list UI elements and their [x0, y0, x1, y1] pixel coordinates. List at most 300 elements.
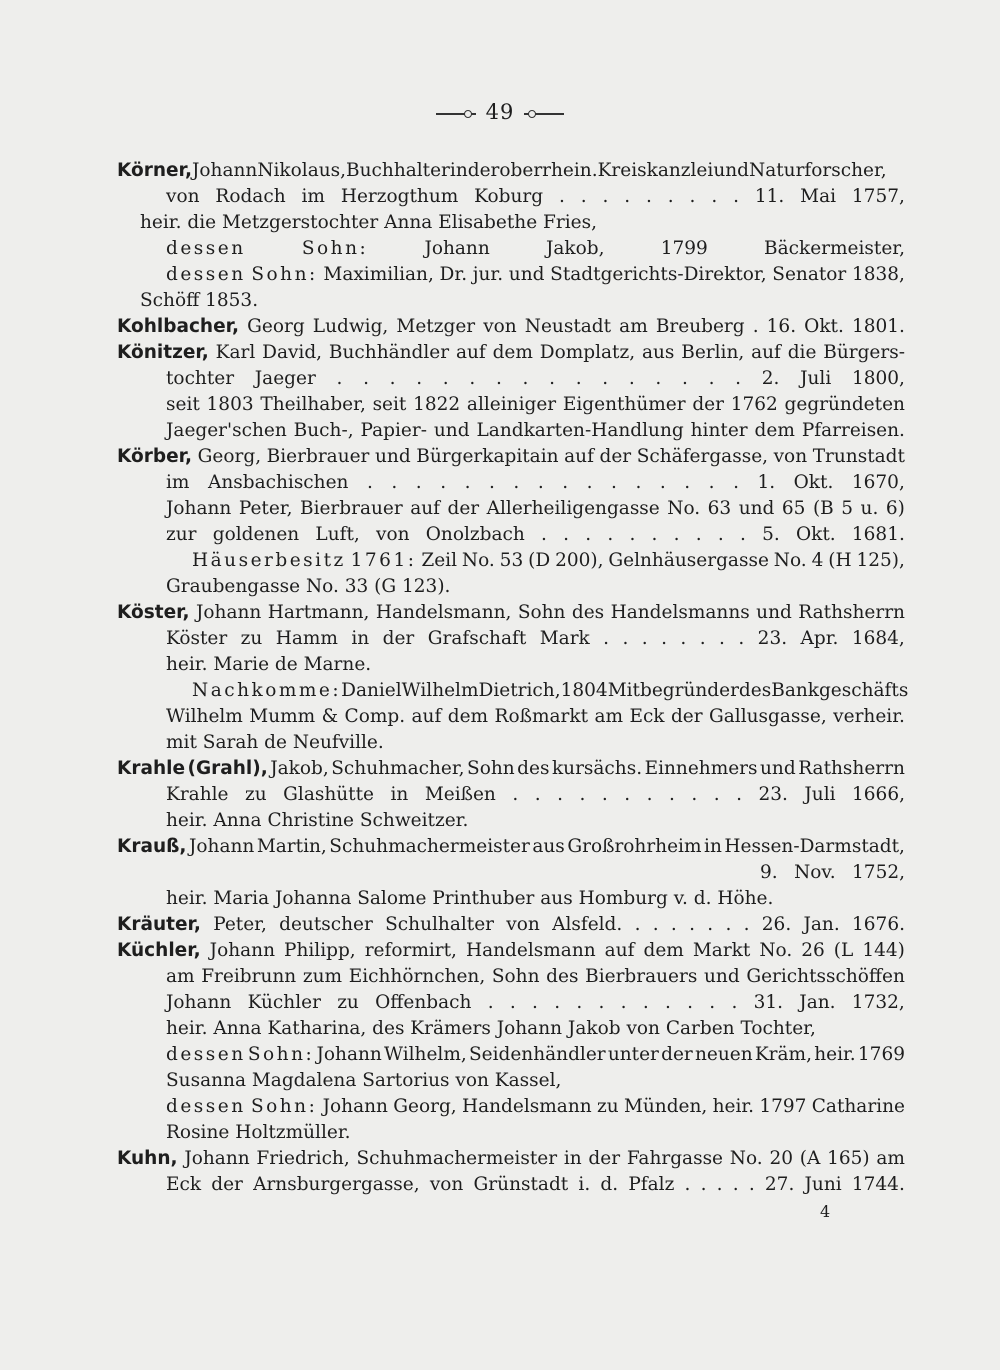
text-run: Rodach — [215, 186, 286, 207]
text-run: dem — [447, 706, 489, 727]
text-run: Wilhelm — [401, 680, 479, 701]
text-run: . — [440, 472, 447, 493]
text-run: d. — [600, 1174, 619, 1195]
spaced-label: dessen — [166, 238, 246, 259]
text-run: Karl — [215, 342, 256, 363]
text-line — [140, 288, 300, 314]
text-run: 1801. — [851, 316, 905, 337]
text-run: heir. Maria Johanna Salome Printhuber aus Homburg v. d. Höhe. — [166, 888, 774, 909]
text-run: . — [575, 368, 582, 389]
text-run: Papier- — [360, 420, 427, 441]
text-run: . — [670, 914, 677, 935]
entry-surname: Küchler, — [117, 940, 201, 961]
text-run: 1666, — [852, 784, 905, 805]
text-run: 26. — [761, 914, 792, 935]
text-line — [166, 418, 905, 444]
text-run: Buchhalter — [346, 160, 450, 181]
text-run: Schulhalter — [385, 914, 494, 935]
text-run: seit — [372, 394, 407, 415]
text-run: dem — [643, 940, 684, 961]
text-line — [117, 158, 887, 184]
text-run: 1803 — [206, 394, 254, 415]
text-run: 27. — [764, 1174, 795, 1195]
text-run: heir. — [712, 1096, 755, 1117]
text-line — [166, 1016, 815, 1042]
text-run: am — [619, 316, 648, 337]
text-run: . — [585, 524, 592, 545]
text-run: Kreiskanzlei — [597, 160, 714, 181]
text-run: Jakob, — [545, 238, 605, 259]
text-run: . — [699, 628, 706, 649]
text-line — [140, 210, 640, 236]
text-line — [117, 834, 905, 860]
text-line — [192, 678, 909, 704]
text-run: . — [416, 368, 423, 389]
spaced-label: Nachkomme: — [192, 680, 342, 701]
text-run: Juli — [800, 368, 832, 389]
text-run: Trunstadt — [812, 446, 905, 467]
text-run: . — [512, 784, 519, 805]
text-run: in — [704, 836, 722, 857]
text-run: Landkarten-Handlung — [476, 420, 684, 441]
text-run: Hamm — [275, 628, 338, 649]
text-run: . — [620, 992, 627, 1013]
text-line — [117, 444, 905, 470]
text-run: . — [642, 992, 649, 1013]
text-run: am — [594, 706, 624, 727]
text-run: in — [563, 1148, 582, 1169]
entry-surname: Krahle — [117, 758, 186, 779]
text-run: Sohn — [467, 758, 515, 779]
text-run: Wilhelm — [166, 706, 243, 727]
text-run: . — [655, 368, 662, 389]
signature-mark: 4 — [820, 1202, 831, 1221]
text-run: zu — [337, 992, 359, 1013]
text-run: Johann — [184, 1148, 250, 1169]
text-run: . — [415, 472, 422, 493]
text-run: . — [628, 368, 635, 389]
text-run: . — [717, 524, 724, 545]
text-run: 1684, — [851, 628, 905, 649]
text-run: Kräm, — [754, 1044, 812, 1065]
text-run: . — [713, 784, 720, 805]
text-run: 1804 — [560, 680, 608, 701]
text-run: Gelnhäusergasse — [608, 550, 769, 571]
text-run: Rosine Holtzmüller. — [166, 1122, 351, 1143]
text-line — [166, 964, 905, 990]
text-run: . — [700, 1174, 707, 1195]
text-run: Alsfeld. — [552, 914, 623, 935]
text-run: Georg, — [197, 446, 262, 467]
text-run: No. — [759, 940, 793, 961]
text-run: 1757, — [851, 186, 905, 207]
text-line — [166, 366, 905, 392]
text-run: . — [673, 524, 680, 545]
text-run: von — [483, 316, 517, 337]
text-run: . — [513, 472, 520, 493]
text-run: . — [646, 186, 652, 207]
text-run: Buchhändler — [328, 342, 450, 363]
text-run: . — [532, 992, 538, 1013]
text-run: Mitbegründer — [607, 680, 739, 701]
text-run: Hartmann, — [267, 602, 370, 623]
text-run: auf — [604, 940, 635, 961]
text-run: Rathsherrn — [798, 758, 905, 779]
text-run: 1744. — [851, 1174, 905, 1195]
text-run: . — [541, 524, 547, 545]
text-run: 1732, — [851, 992, 905, 1013]
text-run: Mai — [800, 186, 837, 207]
text-run: in — [390, 784, 409, 805]
text-run: . — [603, 628, 610, 649]
text-line — [117, 912, 905, 938]
text-run: von — [166, 186, 200, 207]
text-run: und — [703, 966, 740, 987]
text-run: 1822 — [413, 394, 461, 415]
text-run: . — [562, 472, 569, 493]
text-run: Schuhmachermeister — [329, 836, 530, 857]
entry-surname: Kräuter, — [117, 914, 201, 935]
spaced-label: dessen — [166, 1096, 246, 1117]
text-run: . — [634, 914, 641, 935]
text-run: reformirt, — [364, 940, 457, 961]
text-run: . — [652, 914, 659, 935]
text-line — [117, 938, 905, 964]
text-run: zur — [166, 524, 197, 545]
text-run: Luft, — [315, 524, 360, 545]
text-run: Markt — [692, 940, 751, 961]
text-run: Küchler — [247, 992, 321, 1013]
text-run: Handelsmann — [461, 1096, 592, 1117]
text-run: 1681. — [851, 524, 905, 545]
text-run: . — [624, 186, 631, 207]
text-run: Mumm — [249, 706, 316, 727]
text-run: Johann — [424, 238, 490, 259]
text-run: Roßmarkt — [494, 706, 589, 727]
text-line — [117, 600, 905, 626]
text-run: . — [641, 628, 648, 649]
text-run: Bierbrauer — [299, 498, 403, 519]
text-run: Schuhmachermeister — [356, 1148, 558, 1169]
ornament-right-icon — [524, 113, 564, 115]
spaced-label: Sohn: — [250, 1096, 318, 1117]
text-run: (L — [833, 940, 854, 961]
text-run: seit — [166, 394, 200, 415]
text-run: Rathsherrn — [798, 602, 905, 623]
text-line — [166, 652, 380, 678]
text-run: zu — [244, 784, 267, 805]
text-line — [166, 1094, 905, 1120]
text-run: Eichhörnchen, — [348, 966, 486, 987]
text-run: auf — [410, 498, 440, 519]
spaced-label: Sohn: — [251, 264, 318, 285]
text-run: . — [624, 784, 631, 805]
text-run: heir. die Metzgerstochter Anna Elisabethe Fries, — [140, 212, 597, 233]
text-run: 6) — [885, 498, 905, 519]
text-run: hinter — [690, 420, 748, 441]
text-run: . — [725, 914, 732, 935]
text-run: . — [549, 368, 555, 389]
text-run: Johann — [192, 160, 258, 181]
text-run: Johann — [188, 836, 255, 857]
text-run: 1797 — [759, 1096, 807, 1117]
text-run: 1762 — [730, 394, 778, 415]
text-run: Comp. — [344, 706, 406, 727]
text-run: 16. — [766, 316, 797, 337]
text-run: und — [433, 420, 470, 441]
text-run: 23. — [757, 628, 788, 649]
text-line — [166, 392, 905, 418]
text-run: Eck — [166, 1174, 202, 1195]
text-run: . — [489, 472, 495, 493]
text-run: . — [733, 186, 739, 207]
text-run: der — [447, 498, 480, 519]
text-run: des — [738, 680, 772, 701]
text-run: Graubengasse No. 33 (G 123). — [166, 576, 451, 597]
text-run: . — [537, 472, 544, 493]
text-run: oberrhein. — [499, 160, 598, 181]
text-run: Georg, — [393, 1096, 457, 1117]
text-run: deutscher — [279, 914, 373, 935]
ornament-left-icon — [436, 113, 476, 115]
text-run: . — [711, 186, 718, 207]
text-run: Johann — [322, 1096, 388, 1117]
text-line — [166, 990, 905, 1016]
text-run: Freibrunn — [201, 966, 297, 987]
text-run: Münden, — [623, 1096, 708, 1117]
text-run: . — [580, 186, 587, 207]
text-line — [166, 184, 905, 210]
text-run: Eigenthümer — [562, 394, 686, 415]
text-run: 125), — [856, 550, 905, 571]
text-run: Eck — [629, 706, 665, 727]
text-run: der — [692, 394, 724, 415]
spaced-label: Häuserbesitz — [192, 550, 346, 571]
text-run: . — [534, 784, 541, 805]
text-run: 1676. — [852, 914, 905, 935]
text-run: der — [588, 1148, 621, 1169]
text-line — [166, 782, 905, 808]
text-run: . — [629, 524, 636, 545]
text-run: unter — [607, 1044, 659, 1065]
text-run: . — [659, 472, 666, 493]
text-run: . — [336, 368, 343, 389]
text-run: neuen — [694, 1044, 753, 1065]
text-run: der — [670, 706, 703, 727]
text-run: des — [546, 966, 579, 987]
text-run: Jakob, — [270, 758, 329, 779]
text-run: Sohn — [491, 966, 540, 987]
text-run: . — [748, 1174, 755, 1195]
text-run: 11. — [754, 186, 785, 207]
text-run: Okt. — [795, 524, 836, 545]
text-run: Pfalz — [628, 1174, 675, 1195]
text-run: Krahle — [166, 784, 229, 805]
text-run: . — [586, 472, 593, 493]
text-run: Bürgerkapitain — [416, 446, 559, 467]
text-run: aus — [532, 836, 565, 857]
text-run: Georg — [247, 316, 305, 337]
text-line — [117, 756, 905, 782]
text-run: dem — [492, 342, 533, 363]
text-run: Jaeger — [254, 368, 316, 389]
text-run: Okt. — [804, 316, 844, 337]
text-run: . — [601, 784, 608, 805]
text-run: Onolzbach — [425, 524, 525, 545]
text-run: . — [738, 628, 745, 649]
text-run: 1800, — [851, 368, 905, 389]
text-run: und — [374, 446, 411, 467]
text-run: goldenen — [212, 524, 300, 545]
text-run: des — [517, 758, 550, 779]
text-run: auf — [751, 342, 781, 363]
text-run: Ludwig, — [312, 316, 389, 337]
text-run: . — [557, 784, 563, 805]
text-run: . — [363, 368, 369, 389]
text-run: und — [756, 602, 792, 623]
text-run: Einnehmers — [644, 758, 758, 779]
text-run: . — [469, 368, 476, 389]
text-run: Bürgers- — [823, 342, 905, 363]
text-line — [166, 1068, 560, 1094]
text-run: auf — [564, 446, 594, 467]
text-run: . — [602, 186, 609, 207]
text-run: Daniel — [341, 680, 402, 701]
text-run: . — [682, 368, 688, 389]
text-run: dem — [754, 420, 795, 441]
text-run: in — [351, 628, 370, 649]
text-run: Peter, — [238, 498, 293, 519]
text-run: . — [709, 992, 716, 1013]
text-run: gegründeten — [784, 394, 905, 415]
text-run: . — [522, 368, 529, 389]
text-run: . — [611, 472, 617, 493]
text-run: . — [391, 472, 398, 493]
text-line — [166, 496, 905, 522]
text-line — [166, 808, 469, 834]
text-line — [166, 522, 905, 548]
text-run: 53 — [499, 550, 524, 571]
text-run: Schöff 1853. — [140, 290, 259, 311]
text-run: . — [733, 472, 739, 493]
text-run: . — [752, 316, 759, 337]
text-run: der — [382, 628, 415, 649]
text-run: Herzogthum — [340, 186, 459, 207]
text-run: Dr. — [439, 264, 468, 285]
text-run: David, — [262, 342, 323, 363]
text-run: Apr. — [800, 628, 839, 649]
text-run: von — [506, 914, 540, 935]
text-run: . — [739, 524, 746, 545]
text-run: Koburg — [474, 186, 544, 207]
text-run: Theilhaber, — [260, 394, 366, 415]
spaced-label: Sohn: — [247, 1044, 315, 1065]
text-run: Nov. — [794, 862, 836, 883]
text-run: und — [508, 264, 545, 285]
text-run: (H — [828, 550, 852, 571]
text-run: 4 — [811, 550, 824, 571]
text-run: No. — [729, 1148, 763, 1169]
text-run: & — [321, 706, 339, 727]
text-run: Johann — [166, 992, 232, 1013]
text-run: von — [773, 446, 808, 467]
text-run: am — [166, 966, 195, 987]
text-run: 1799 — [660, 238, 708, 259]
text-run: Schuhmacher, — [331, 758, 465, 779]
text-run: . — [389, 368, 396, 389]
text-run: i. — [578, 1174, 591, 1195]
entry-surname: Köster, — [117, 602, 190, 623]
text-run: Bäckermeister, — [764, 238, 905, 259]
text-run: verheir. — [833, 706, 905, 727]
text-run: Jaeger'schen — [166, 420, 287, 441]
text-run: der — [211, 1174, 243, 1195]
text-run: Wilhelm, — [384, 1044, 467, 1065]
text-run: 1838, — [851, 264, 905, 285]
text-line — [166, 262, 905, 288]
text-run: No. — [461, 550, 495, 571]
text-run: Großrohrheim — [567, 836, 702, 857]
text-run: und — [760, 758, 796, 779]
text-run: heir. Anna Christine Schweitzer. — [166, 810, 469, 831]
text-run: Allerheiligengasse — [486, 498, 660, 519]
text-run: Handelsmanns — [610, 602, 750, 623]
text-run: Bankgeschäfts — [771, 680, 909, 701]
text-run: am — [876, 1148, 905, 1169]
text-run: 1769 — [857, 1044, 905, 1065]
text-run: (B — [812, 498, 834, 519]
text-run: 1. — [757, 472, 776, 493]
text-run: im — [301, 186, 325, 207]
text-run: . — [558, 186, 565, 207]
text-run: Peter, — [213, 914, 267, 935]
text-run: von — [376, 524, 410, 545]
text-line — [166, 1172, 905, 1198]
text-run: aus — [641, 342, 675, 363]
text-run: Nikolaus, — [257, 160, 347, 181]
text-run: . — [651, 524, 658, 545]
text-run: . — [689, 186, 696, 207]
text-run: in — [449, 160, 468, 181]
text-run: der — [599, 446, 632, 467]
text-run: . — [602, 368, 609, 389]
text-run: 63 — [707, 498, 732, 519]
text-run: Buch-, — [293, 420, 354, 441]
text-run: und — [738, 498, 775, 519]
text-run: Ansbachischen — [207, 472, 349, 493]
text-run: der — [467, 160, 500, 181]
text-run: Grünstadt — [473, 1174, 569, 1195]
text-run: Gallusgasse, — [709, 706, 827, 727]
text-run: Bierbrauer — [266, 446, 370, 467]
text-run: Arnsburgergasse, — [253, 1174, 420, 1195]
text-run: zum — [302, 966, 343, 987]
text-run: . — [661, 628, 667, 649]
text-run: Johann — [195, 602, 262, 623]
text-run: Offenbach — [375, 992, 472, 1013]
text-run: Köster — [166, 628, 228, 649]
text-line — [760, 860, 905, 886]
text-run: . — [732, 1174, 739, 1195]
text-run: u. — [860, 498, 879, 519]
text-run: Sohn — [517, 602, 566, 623]
text-run: . — [366, 472, 373, 493]
text-run: Fahrgasse — [626, 1148, 724, 1169]
text-run: alleiniger — [466, 394, 557, 415]
text-run: Berlin, — [681, 342, 745, 363]
text-run: Zeil — [421, 550, 457, 571]
text-run: . — [579, 784, 586, 805]
